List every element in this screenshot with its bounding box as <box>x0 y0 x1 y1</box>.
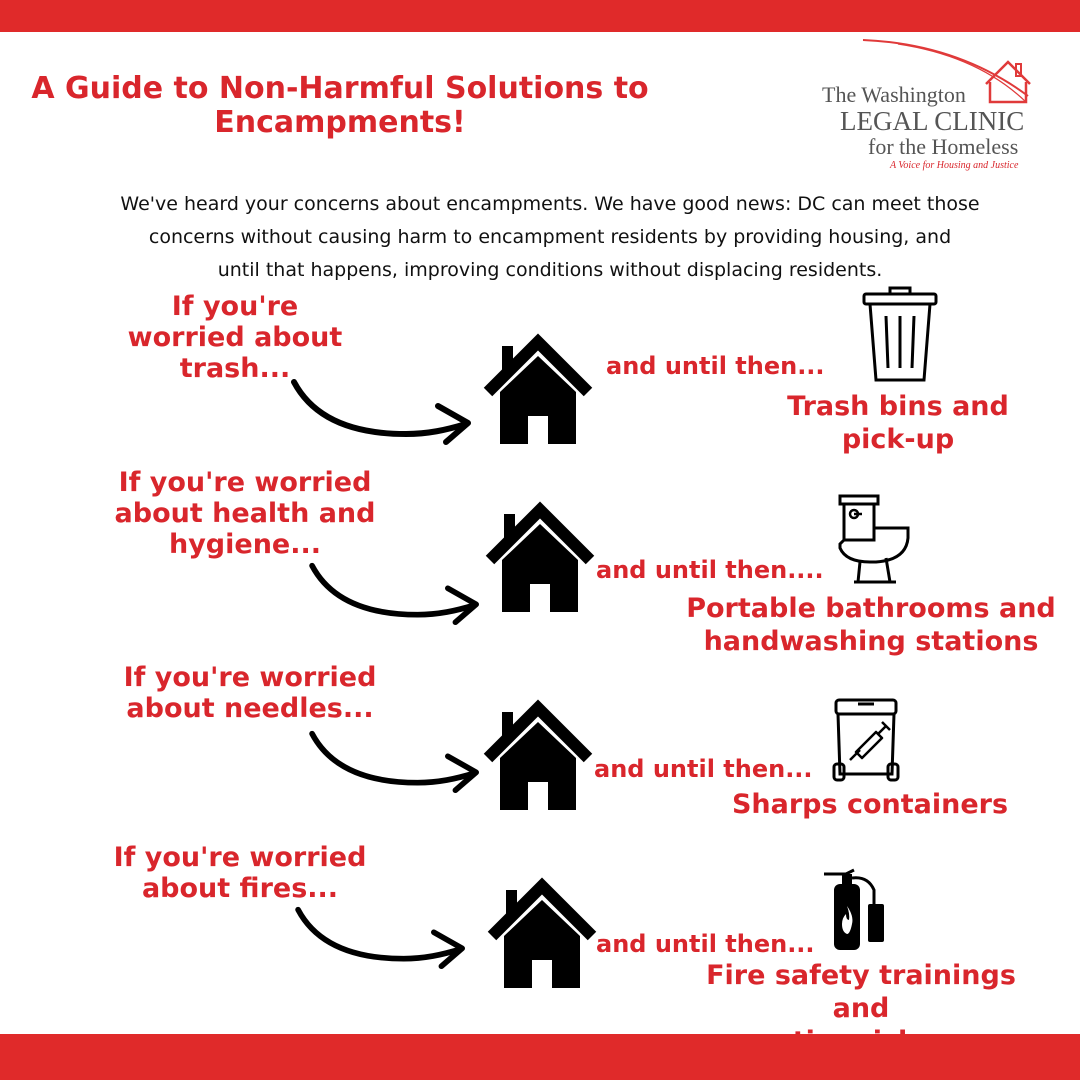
solution-line: Trash bins and <box>787 391 1009 422</box>
until-then-label: and until then... <box>596 930 815 958</box>
curved-arrow-icon <box>306 560 486 626</box>
solution-line: Fire safety trainings and <box>706 960 1016 1024</box>
house-icon <box>478 326 598 446</box>
worry-line: about fires... <box>141 873 339 904</box>
intro-line-1: We've heard your concerns about encampments. We have good news: DC can meet those <box>120 193 980 215</box>
page-title <box>30 72 650 140</box>
logo-tagline: A Voice for Housing and Justice <box>890 160 1019 171</box>
until-then-label: and until then... <box>606 352 825 380</box>
worry-health-hygiene <box>105 467 385 560</box>
curved-arrow-icon <box>292 904 472 970</box>
curved-arrow-icon <box>306 728 486 794</box>
worry-line: If you're <box>171 291 299 322</box>
solution-sharps <box>720 788 1020 821</box>
house-icon <box>482 870 602 990</box>
house-icon <box>480 494 600 614</box>
house-icon <box>478 692 598 812</box>
title-line-2: Encampments! <box>214 105 466 140</box>
until-then-label: and until then.... <box>596 556 824 584</box>
worry-line: about health and <box>114 498 376 529</box>
intro-line-2: concerns without causing harm to encampment residents by providing housing, and <box>148 226 952 248</box>
solution-line: Sharps containers <box>731 789 1009 820</box>
top-red-bar <box>0 0 1080 32</box>
solution-line: handwashing stations <box>703 626 1039 657</box>
logo-line-3: for the Homeless <box>868 134 1019 159</box>
solution-trash <box>760 390 1036 456</box>
intro-paragraph <box>50 188 1050 287</box>
worry-trash <box>110 291 360 384</box>
worry-line: hygiene... <box>168 529 322 560</box>
worry-line: If you're worried <box>118 467 372 498</box>
worry-line: If you're worried <box>113 842 367 873</box>
logo-line-2: LEGAL CLINIC <box>840 106 1025 136</box>
until-then-label: and until then... <box>594 755 813 783</box>
worry-needles <box>110 662 390 724</box>
worry-line: If you're worried <box>123 662 377 693</box>
solution-bathrooms <box>686 592 1056 658</box>
title-line-1: A Guide to Non-Harmful Solutions to <box>31 71 649 106</box>
bottom-red-bar <box>0 1034 1080 1080</box>
solution-line: pick-up <box>841 424 955 455</box>
worry-line: about needles... <box>126 693 374 724</box>
curved-arrow-icon <box>288 376 478 446</box>
worry-fires <box>105 842 375 904</box>
fire-extinguisher-icon <box>820 868 892 954</box>
toilet-icon <box>836 494 912 586</box>
solution-line: Portable bathrooms and <box>686 593 1056 624</box>
sharps-container-icon <box>830 698 902 784</box>
trash-bin-icon <box>860 286 940 386</box>
organization-logo <box>818 36 1048 176</box>
worry-line: trash... <box>179 353 291 384</box>
worry-line: worried about <box>127 322 343 353</box>
intro-line-3: until that happens, improving conditions without displacing residents. <box>217 259 883 281</box>
logo-line-1: The Washington <box>822 82 966 107</box>
